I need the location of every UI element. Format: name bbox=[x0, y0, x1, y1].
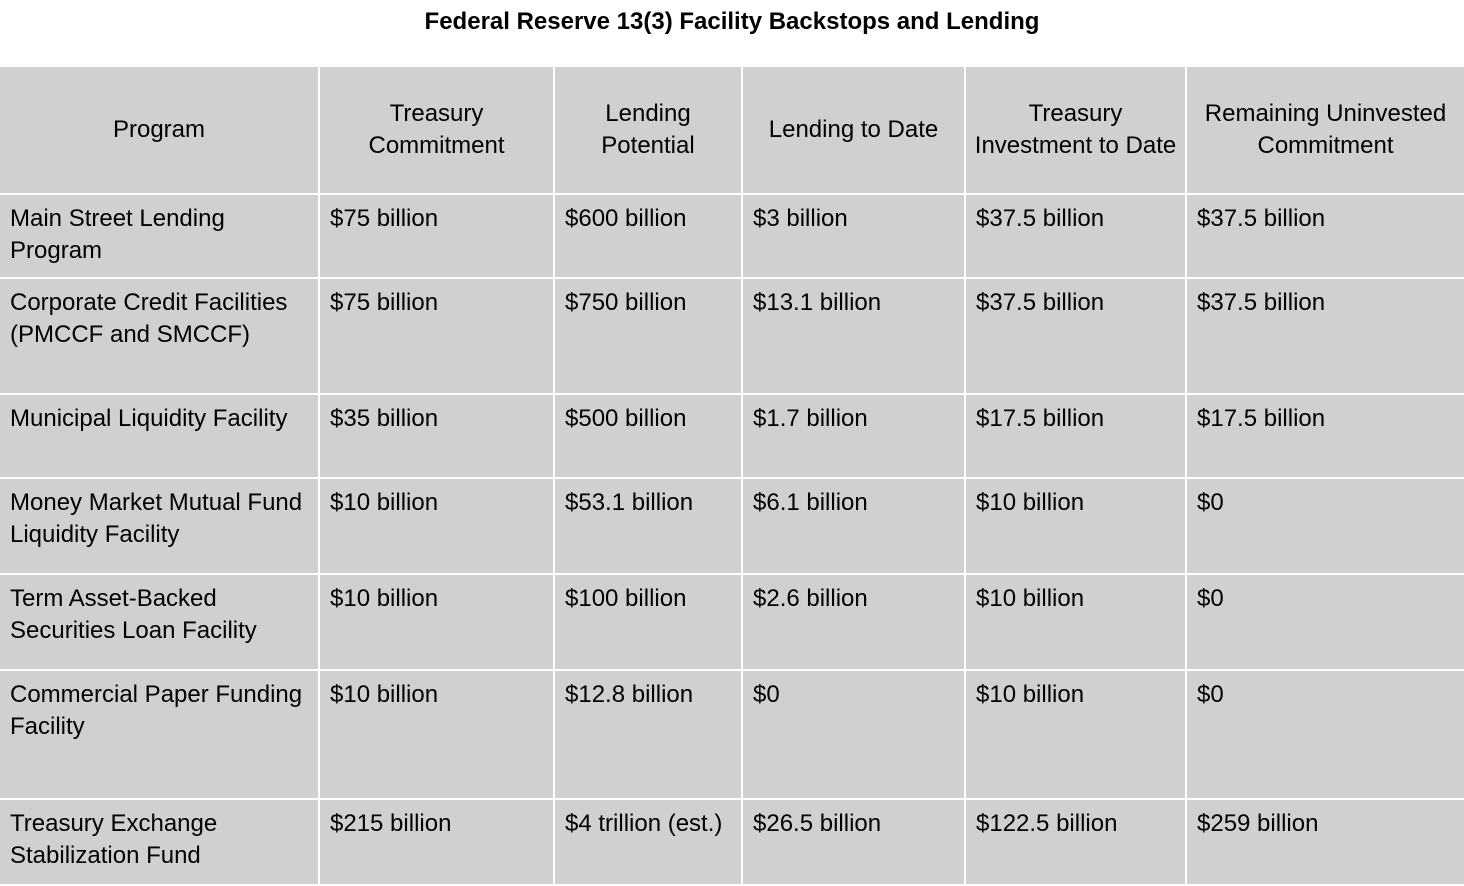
lending-to-date-cell: $2.6 billion bbox=[743, 575, 966, 671]
lending-to-date-cell: $1.7 billion bbox=[743, 395, 966, 479]
lending-to-date-cell: $26.5 billion bbox=[743, 800, 966, 886]
program-cell: Commercial Paper Funding Facility bbox=[0, 671, 320, 800]
column-header-program: Program bbox=[0, 67, 320, 195]
lending-potential-cell: $100 billion bbox=[555, 575, 743, 671]
treasury-investment-cell: $10 billion bbox=[966, 671, 1187, 800]
lending-to-date-cell: $6.1 billion bbox=[743, 479, 966, 575]
program-cell: Term Asset-Backed Securities Loan Facility bbox=[0, 575, 320, 671]
lending-to-date-cell: $13.1 billion bbox=[743, 279, 966, 395]
remaining-commitment-cell: $0 bbox=[1187, 671, 1464, 800]
column-header-remaining-commitment: Remaining Uninvested Commitment bbox=[1187, 67, 1464, 195]
remaining-commitment-cell: $0 bbox=[1187, 575, 1464, 671]
table-row bbox=[0, 479, 1464, 575]
treasury-investment-cell: $37.5 billion bbox=[966, 195, 1187, 279]
treasury-investment-cell: $10 billion bbox=[966, 575, 1187, 671]
program-cell: Treasury Exchange Stabilization Fund bbox=[0, 800, 320, 886]
table-row bbox=[0, 195, 1464, 279]
remaining-commitment-cell: $37.5 billion bbox=[1187, 195, 1464, 279]
remaining-commitment-cell: $259 billion bbox=[1187, 800, 1464, 886]
column-header-lending-potential: Lending Potential bbox=[555, 67, 743, 195]
treasury-commitment-cell: $35 billion bbox=[320, 395, 555, 479]
table-row bbox=[0, 671, 1464, 800]
treasury-investment-cell: $122.5 billion bbox=[966, 800, 1187, 886]
remaining-commitment-cell: $0 bbox=[1187, 479, 1464, 575]
lending-potential-cell: $600 billion bbox=[555, 195, 743, 279]
table-title: Federal Reserve 13(3) Facility Backstops and Lending bbox=[424, 8, 1040, 35]
program-cell: Money Market Mutual Fund Liquidity Facility bbox=[0, 479, 320, 575]
table-row bbox=[0, 575, 1464, 671]
program-cell: Main Street Lending Program bbox=[0, 195, 320, 279]
lending-potential-cell: $53.1 billion bbox=[555, 479, 743, 575]
lending-to-date-cell: $3 billion bbox=[743, 195, 966, 279]
treasury-investment-cell: $37.5 billion bbox=[966, 279, 1187, 395]
column-header-treasury-commitment: Treasury Commitment bbox=[320, 67, 555, 195]
remaining-commitment-cell: $17.5 billion bbox=[1187, 395, 1464, 479]
treasury-investment-cell: $10 billion bbox=[966, 479, 1187, 575]
column-header-lending-to-date: Lending to Date bbox=[743, 67, 966, 195]
facility-table bbox=[0, 67, 1464, 886]
lending-potential-cell: $12.8 billion bbox=[555, 671, 743, 800]
program-cell: Municipal Liquidity Facility bbox=[0, 395, 320, 479]
treasury-commitment-cell: $10 billion bbox=[320, 479, 555, 575]
lending-to-date-cell: $0 bbox=[743, 671, 966, 800]
header-row bbox=[0, 67, 1464, 195]
treasury-investment-cell: $17.5 billion bbox=[966, 395, 1187, 479]
column-header-treasury-investment: Treasury Investment to Date bbox=[966, 67, 1187, 195]
lending-potential-cell: $4 trillion (est.) bbox=[555, 800, 743, 886]
treasury-commitment-cell: $75 billion bbox=[320, 279, 555, 395]
treasury-commitment-cell: $10 billion bbox=[320, 671, 555, 800]
treasury-commitment-cell: $75 billion bbox=[320, 195, 555, 279]
treasury-commitment-cell: $10 billion bbox=[320, 575, 555, 671]
table-row bbox=[0, 279, 1464, 395]
program-cell: Corporate Credit Facilities (PMCCF and SMCCF) bbox=[0, 279, 320, 395]
table-row bbox=[0, 800, 1464, 886]
table-row bbox=[0, 395, 1464, 479]
lending-potential-cell: $750 billion bbox=[555, 279, 743, 395]
remaining-commitment-cell: $37.5 billion bbox=[1187, 279, 1464, 395]
treasury-commitment-cell: $215 billion bbox=[320, 800, 555, 886]
lending-potential-cell: $500 billion bbox=[555, 395, 743, 479]
